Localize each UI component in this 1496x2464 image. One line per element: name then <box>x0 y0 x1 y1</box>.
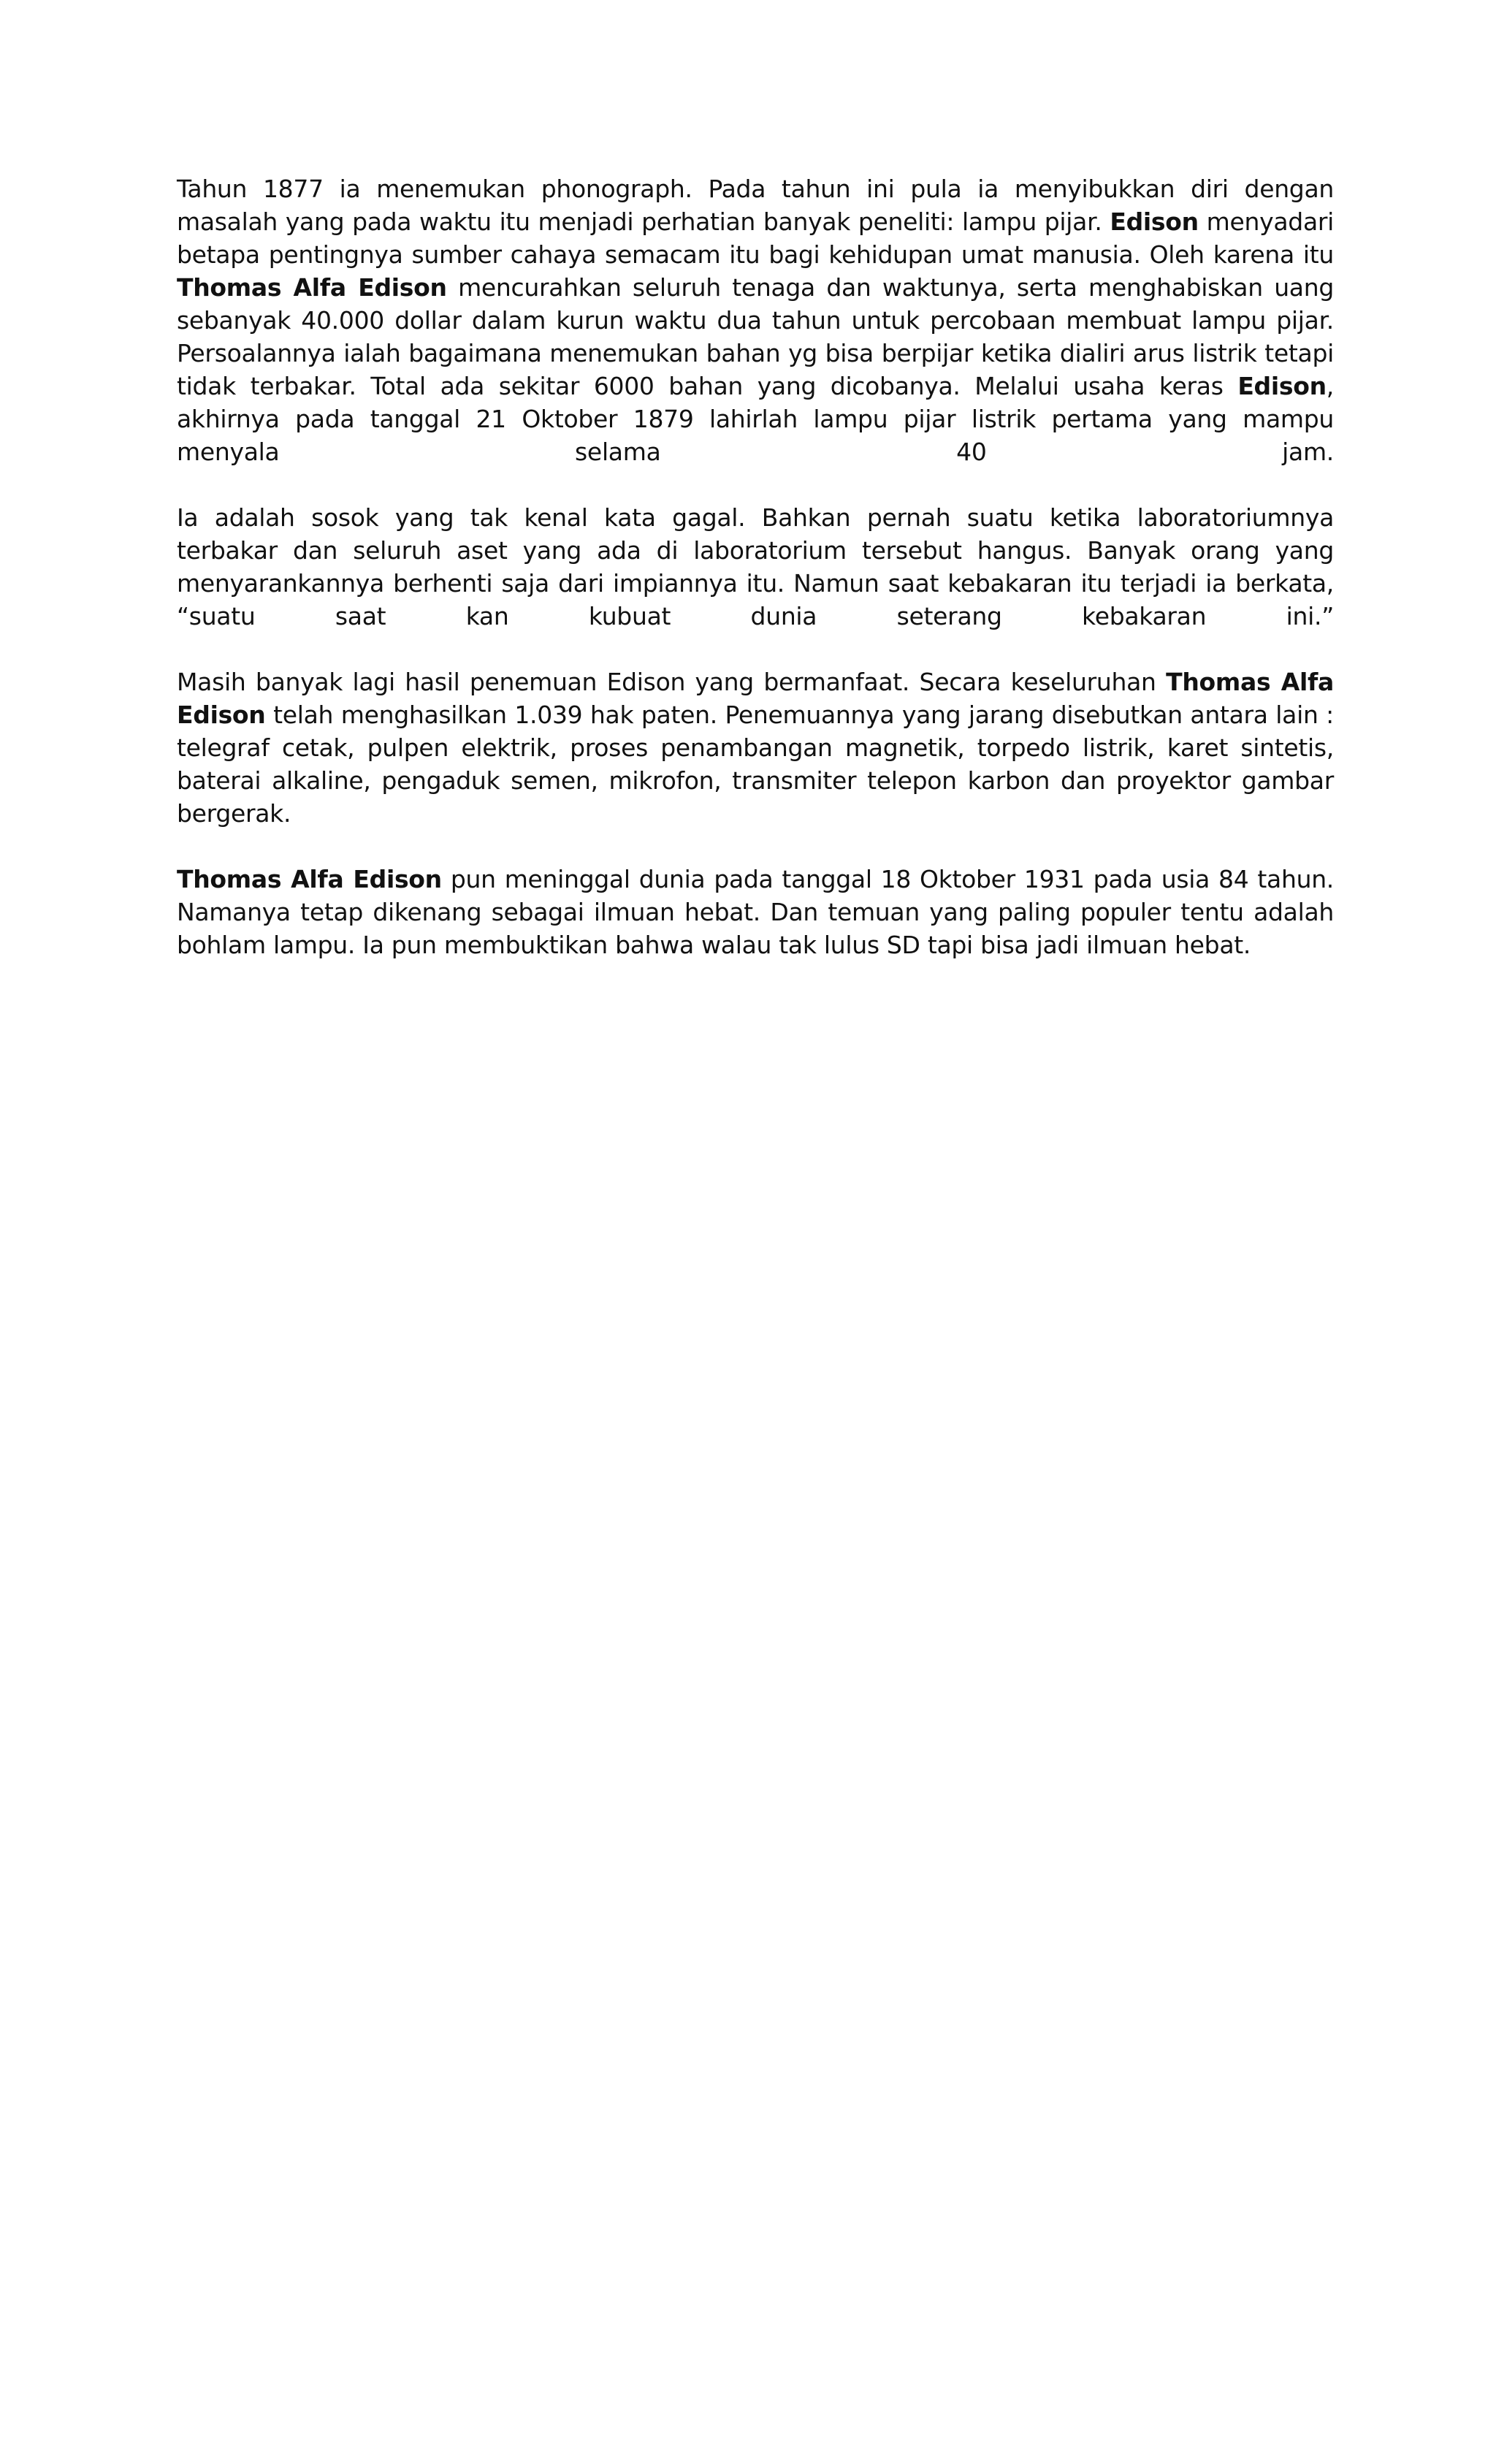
text-segment: Ia adalah sosok yang tak kenal kata gagal. Bahkan pernah suatu ketika laboratoriumnya terbakar dan seluruh aset yang ada di laboratorium tersebut hangus. Banyak orang yang menyarankannya berhenti saja dari impiannya itu. Namun saat kebakaran itu terjadi ia berkata, “suatu saat kan kubuat dunia seterang kebakaran ini.” <box>177 503 1334 630</box>
paragraph-hak-paten <box>177 665 1334 830</box>
bold-name: Thomas Alfa Edison <box>177 865 442 893</box>
text-segment: , akhirnya pada tanggal 21 Oktober 1879 lahirlah lampu pijar listrik pertama yang mampu menyala selama 40 jam. <box>177 372 1334 466</box>
bold-name: Edison <box>1237 372 1327 400</box>
text-segment: mencurahkan seluruh tenaga dan waktunya, serta menghabiskan uang sebanyak 40.000 dollar dalam kurun waktu dua tahun untuk percobaan membuat lampu pijar. Persoalannya ialah bagaimana menemukan bahan yg bisa berpijar ketika dialiri arus listrik tetapi tidak terbakar. Total ada sekitar 6000 bahan yang dicobanya. Melalui usaha keras <box>177 273 1334 400</box>
paragraph-lampu-pijar <box>177 172 1334 468</box>
paragraph-tak-kenal-gagal <box>177 501 1334 633</box>
text-segment: menyadari betapa pentingnya sumber cahaya semacam itu bagi kehidupan umat manusia. Oleh karena itu <box>177 207 1335 269</box>
text-segment: telah menghasilkan 1.039 hak paten. Penemuannya yang jarang disebutkan antara lain : telegraf cetak, pulpen elektrik, proses penambangan magnetik, torpedo listrik, karet sintetis, baterai alkaline, pengaduk semen, mikrofon, transmiter telepon karbon dan proyektor gambar bergerak. <box>177 701 1334 828</box>
text-segment: pun meninggal dunia pada tanggal 18 Oktober 1931 pada usia 84 tahun. Namanya tetap dikenang sebagai ilmuan hebat. Dan temuan yang paling populer tentu adalah bohlam lampu. Ia pun membuktikan bahwa walau tak lulus SD tapi bisa jadi ilmuan hebat. <box>177 865 1334 959</box>
bold-name: Thomas Alfa Edison <box>177 668 1335 729</box>
text-segment: Masih banyak lagi hasil penemuan Edison yang bermanfaat. Secara keseluruhan <box>177 668 1167 696</box>
paragraph-meninggal <box>177 863 1334 961</box>
bold-name: Thomas Alfa Edison <box>177 273 447 302</box>
document-body <box>177 172 1334 994</box>
bold-name: Edison <box>1110 207 1199 236</box>
text-segment: Tahun 1877 ia menemukan phonograph. Pada tahun ini pula ia menyibukkan diri dengan masalah yang pada waktu itu menjadi perhatian banyak peneliti: lampu pijar. <box>177 175 1334 236</box>
